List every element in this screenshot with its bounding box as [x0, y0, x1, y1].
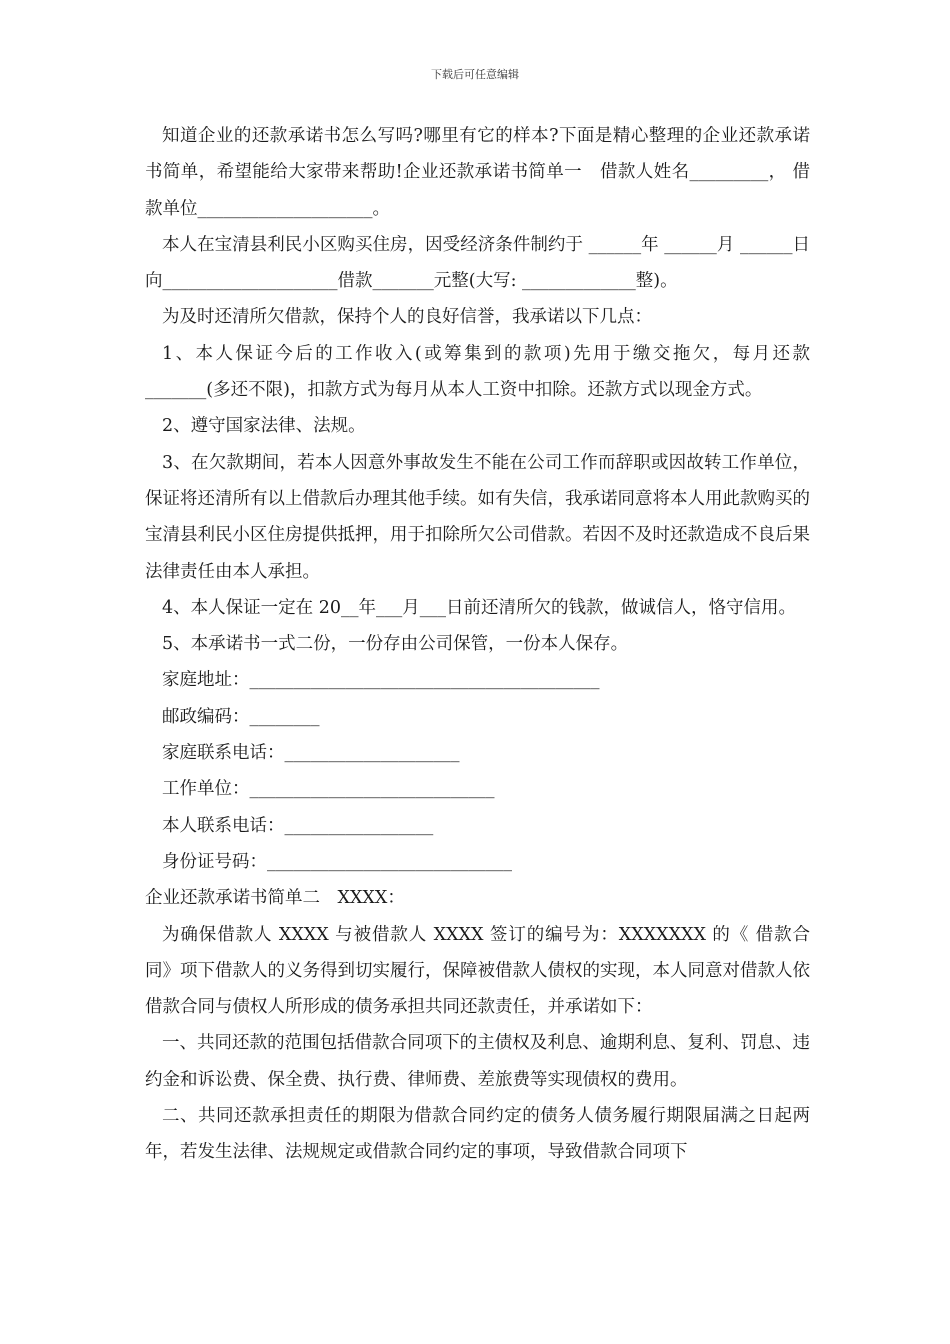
field-postal-code: 邮政编码：________ — [162, 706, 320, 727]
paragraph-item-2: 2、遵守国家法律、法规。 — [162, 416, 366, 437]
field-personal-phone: 本人联系电话：_________________ — [162, 815, 434, 836]
field-work-unit: 工作单位：____________________________ — [162, 779, 495, 800]
paragraph-item-3: 3、在欠款期间，若本人因意外事故发生不能在公司工作而辞职或因故转工作单位，保证将还清所有以上借款后办理其他手续。如有失信，我承诺同意将本人用此款购买的宝清县利民小区住房提供抵押，用于扣除所欠公司借款。若因不及时还款造成不良后果法律责任由本人承担。 — [145, 452, 810, 582]
document-body — [145, 118, 810, 1171]
section-two-paragraph-2: 一、共同还款的范围包括借款合同项下的主债权及利息、逾期利息、复利、罚息、违约金和诉讼费、保全费、执行费、律师费、差旅费等实现债权的费用。 — [145, 1033, 810, 1090]
paragraph-item-4: 4、本人保证一定在 20__年___月___日前还清所欠的钱款，做诚信人，恪守信用。 — [162, 597, 796, 618]
section-two-paragraph-1: 为确保借款人 XXXX 与被借款人 XXXX 签订的编号为：XXXXXXX 的《 借款合同》项下借款人的义务得到切实履行，保障被借款人债权的实现，本人同意对借款人依借款合同与债权人所形成的债务承担共同还款责任，并承诺如下： — [145, 924, 810, 1018]
page-header: 下载后可任意编辑 — [431, 68, 519, 81]
paragraph-intro: 知道企业的还款承诺书怎么写吗?哪里有它的样本?下面是精心整理的企业还款承诺书简单，希望能给大家带来帮助!企业还款承诺书简单一 借款人姓名_________， 借款单位____________________。 — [145, 126, 810, 219]
paragraph-item-5: 5、本承诺书一式二份，一份存由公司保管，一份本人保存。 — [162, 634, 629, 655]
field-id-number: 身份证号码：____________________________ — [162, 851, 512, 872]
paragraph-item-1: 1、本人保证今后的工作收入(或筹集到的款项)先用于缴交拖欠，每月还款_______(多还不限)，扣款方式为每月从本人工资中扣除。还款方式以现金方式。 — [145, 343, 810, 401]
field-home-address: 家庭地址：________________________________________ — [162, 670, 600, 691]
paragraph-promise-intro: 为及时还清所欠借款，保持个人的良好信誉，我承诺以下几点： — [162, 307, 652, 328]
section-two-heading: 企业还款承诺书简单二 XXXX： — [145, 888, 405, 909]
paragraph-loan-details: 本人在宝清县利民小区购买住房，因受经济条件制约于 ______年 ______月 ______日向____________________借款_______元整(大写: _____________整)。 — [145, 234, 810, 292]
section-two-paragraph-3: 二、共同还款承担责任的期限为借款合同约定的债务人债务履行期限届满之日起两年，若发生法律、法规规定或借款合同约定的事项，导致借款合同项下 — [145, 1106, 810, 1163]
field-home-phone: 家庭联系电话：____________________ — [162, 743, 460, 764]
